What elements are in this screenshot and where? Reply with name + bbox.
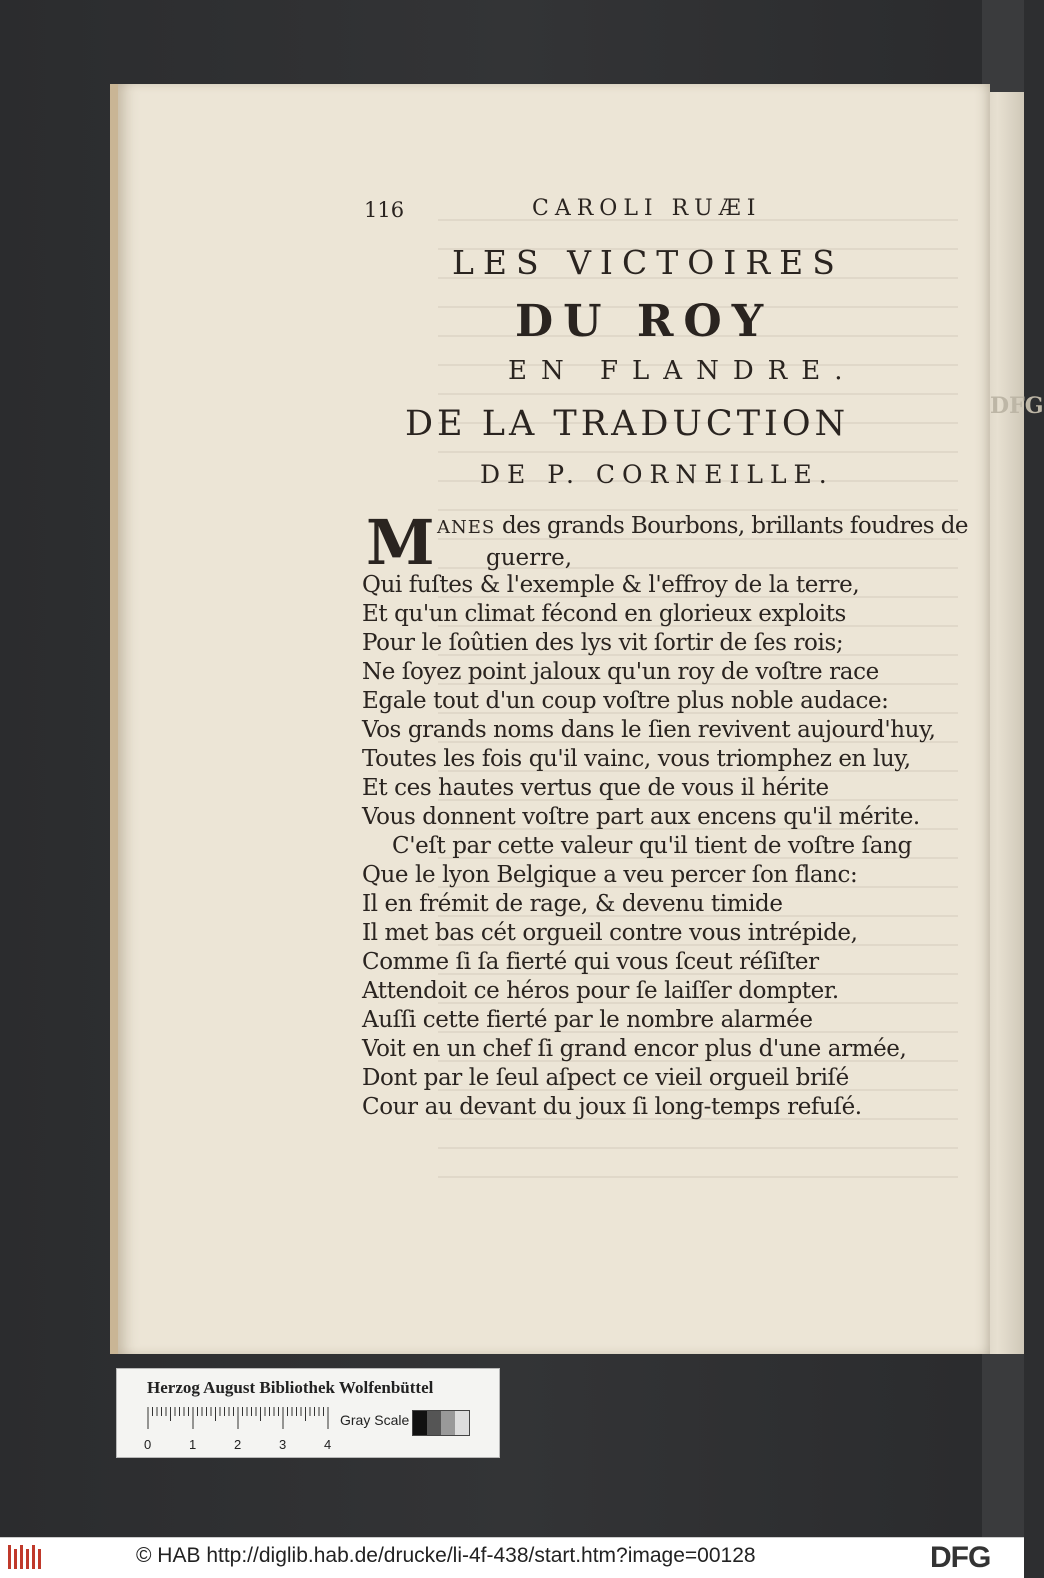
gray-swatch xyxy=(427,1411,441,1435)
gray-swatch xyxy=(413,1411,427,1435)
first-word-smallcaps: ANES xyxy=(437,517,496,538)
ruler-ticks xyxy=(147,1407,329,1431)
gray-scale-label: Gray Scale xyxy=(340,1412,410,1428)
ruler-number: 0 xyxy=(144,1437,152,1452)
poem-line: Que le lyon Belgique a veu percer ſon flanc: xyxy=(362,862,858,888)
library-logo-icon xyxy=(6,1543,46,1571)
poem-line: Voit en un chef ſi grand encor plus d'une armée, xyxy=(362,1036,907,1062)
ruler-number: 3 xyxy=(279,1437,287,1452)
first-line-text: des grands Bourbons, brillants foudres de xyxy=(495,513,968,539)
ruler-number: 1 xyxy=(189,1437,197,1452)
poem-line: Il met bas cét orgueil contre vous intrépide, xyxy=(362,920,858,946)
poem-body xyxy=(362,571,962,1122)
drop-cap: M xyxy=(366,506,435,579)
title-line-4: DE LA TRADUCTION xyxy=(405,404,850,444)
poem-line: Vous donnent voſtre part aux encens qu'il mérite. xyxy=(362,804,920,830)
poem-line: Ne ſoyez point jaloux qu'un roy de voſtre race xyxy=(362,659,879,685)
gray-swatch xyxy=(441,1411,455,1435)
page-number: 116 xyxy=(364,198,405,222)
poem-line: Dont par le ſeul aſpect ce vieil orgueil briſé xyxy=(362,1065,849,1091)
poem-line: Comme ſi ſa fierté qui vous ſceut réſiſter xyxy=(362,949,819,975)
dfg-logo: DFG xyxy=(930,1541,991,1574)
poem-line: C'eſt par cette valeur qu'il tient de voſtre ſang xyxy=(392,833,912,859)
scale-ruler xyxy=(147,1407,329,1431)
poem-line: Auſſi cette fierté par le nombre alarmée xyxy=(362,1007,813,1033)
poem-line: Toutes les fois qu'il vainc, vous triomphez en luy, xyxy=(362,746,911,772)
poem-line: Vos grands noms dans le ſien revivent aujourd'huy, xyxy=(362,717,936,743)
poem-line: Egale tout d'un coup voſtre plus noble audace: xyxy=(362,688,889,714)
color-calibration-card xyxy=(116,1368,500,1458)
poem-line: Et qu'un climat fécond en glorieux exploits xyxy=(362,601,846,627)
title-line-5: DE P. CORNEILLE. xyxy=(480,460,834,489)
next-page-edge-text: DFG xyxy=(990,393,1044,419)
ruler-number: 4 xyxy=(324,1437,332,1452)
gray-scale-swatches xyxy=(412,1410,470,1436)
poem-first-line xyxy=(437,513,968,539)
title-line-2: DU ROY xyxy=(515,296,774,347)
running-head: CAROLI RUÆI xyxy=(532,196,762,221)
poem-line: Attendoit ce héros pour ſe laiſſer dompter. xyxy=(362,978,839,1004)
poem-line: Cour au devant du joux ſi long-temps refuſé. xyxy=(362,1094,862,1120)
poem-line: Et ces hautes vertus que de vous il hérite xyxy=(362,775,829,801)
library-name: Herzog August Bibliothek Wolfenbüttel xyxy=(147,1378,434,1397)
poem-first-line-continuation: guerre, xyxy=(486,545,573,571)
title-line-3: EN FLANDRE. xyxy=(508,356,857,386)
footer-bar xyxy=(0,1537,1024,1578)
poem-line: Pour le ſoûtien des lys vit ſortir de ſes rois; xyxy=(362,630,844,656)
ruler-number: 2 xyxy=(234,1437,242,1452)
title-line-1: LES VICTOIRES xyxy=(452,243,844,282)
poem-line: Il en frémit de rage, & devenu timide xyxy=(362,891,783,917)
poem-line: Qui fuſtes & l'exemple & l'effroy de la terre, xyxy=(362,572,860,598)
gray-swatch xyxy=(455,1411,469,1435)
footer-copyright-url[interactable]: © HAB http://diglib.hab.de/drucke/li-4f-438/start.htm?image=00128 xyxy=(136,1544,756,1567)
